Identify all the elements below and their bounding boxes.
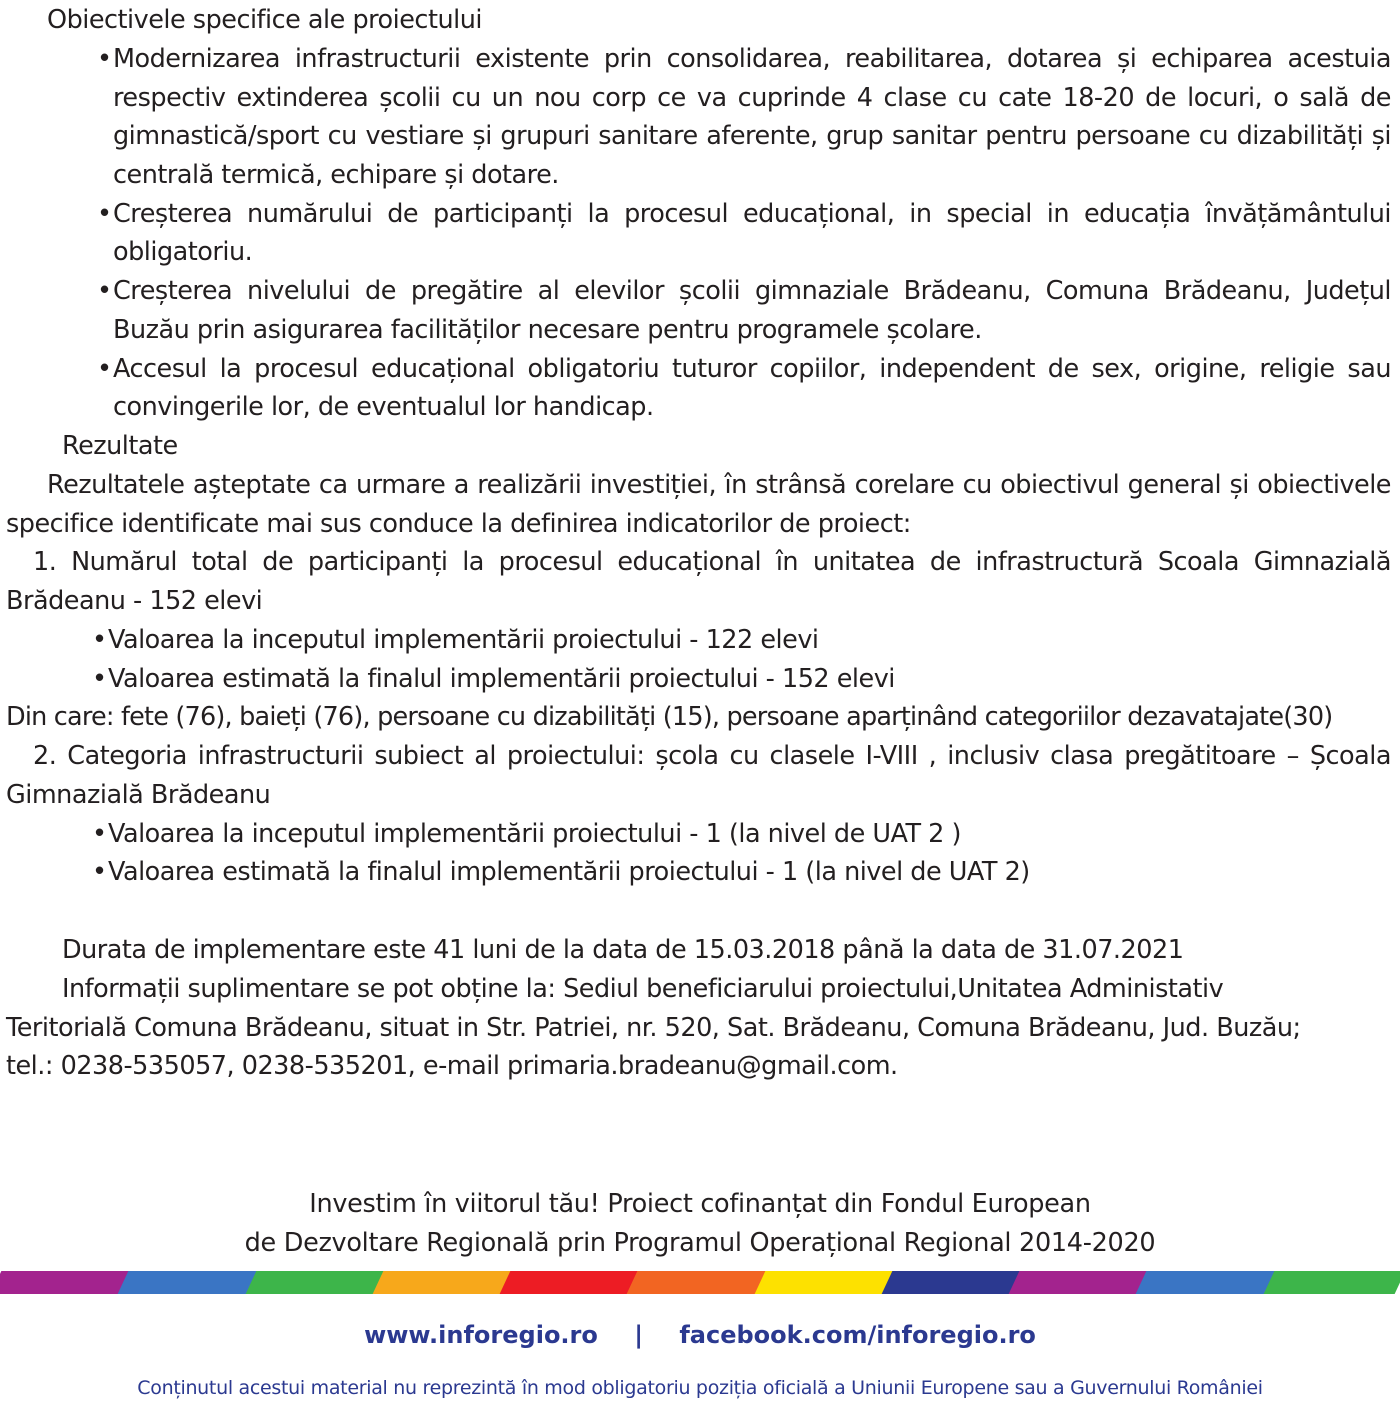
indicator-1-line-1: 1. Numărul total de participanți la procesul educațional în unitatea de infrastructură Scoala Gimnazială (33, 547, 1391, 577)
rainbow-segment (245, 1271, 387, 1294)
objective-2-line-1: Creșterea numărului de participanți la procesul educațional, in special in educația învățământului (113, 199, 1391, 229)
results-heading: Rezultate (62, 431, 178, 461)
rainbow-segment (754, 1271, 896, 1294)
objective-1-line-1: Modernizarea infrastructurii existente prin consolidarea, reabilitarea, dotarea și echiparea acestuia (113, 44, 1391, 74)
objective-4-line-2: convingerile lor, de eventualul lor handicap. (113, 392, 654, 422)
objective-1-line-4: centrală termică, echipare și dotare. (113, 160, 559, 190)
rainbow-segment (1136, 1271, 1278, 1294)
indicator-1-start-value: Valoarea la inceputul implementării proiectului - 122 elevi (108, 625, 819, 655)
objective-2-line-2: obligatoriu. (113, 237, 253, 267)
indicator-1-breakdown: Din care: fete (76), baieți (76), persoane cu dizabilități (15), persoane aparținând categoriilor dezavatajate(30) (6, 702, 1333, 732)
rainbow-segment (118, 1271, 260, 1294)
contact-line-1: Informații suplimentare se pot obține la: Sediul beneficiarului proiectului,Unitatea Administativ (62, 974, 1224, 1004)
objective-3-line-2: Buzău prin asigurarea facilităților necesare pentru programele școlare. (113, 315, 982, 345)
bullet-marker: • (97, 276, 113, 306)
contact-line-2: Teritorială Comuna Brădeanu, situat in Str. Patriei, nr. 520, Sat. Brădeanu, Comuna Brădeanu, Jud. Buzău; (6, 1013, 1301, 1043)
indicator-1-line-2: Brădeanu - 152 elevi (6, 586, 263, 616)
indicator-2-line-1: 2. Categoria infrastructurii subiect al proiectului: școla cu clasele I-VIII , inclusiv clasa pregătitoare – Școala (33, 741, 1391, 771)
results-intro-line-2: specifice identificate mai sus conduce la definirea indicatorilor de proiect: (6, 509, 911, 539)
results-intro-line-1: Rezultatele așteptate ca urmare a realizării investiției, în strânsă corelare cu obiectivul general și obiectivele (47, 470, 1391, 500)
indicator-1-end-value: Valoarea estimată la finalul implementării proiectului - 152 elevi (108, 664, 895, 694)
contact-line-3: tel.: 0238-535057, 0238-535201, e-mail primaria.bradeanu@gmail.com. (6, 1051, 898, 1081)
bullet-marker: • (97, 354, 113, 384)
implementation-duration: Durata de implementare este 41 luni de la data de 15.03.2018 până la data de 31.07.2021 (62, 935, 1184, 965)
footer-links (0, 1316, 1400, 1354)
indicator-2-end-value: Valoarea estimată la finalul implementării proiectului - 1 (la nivel de UAT 2) (108, 857, 1030, 887)
bullet-marker: • (92, 819, 108, 849)
facebook-link[interactable]: facebook.com/inforegio.ro (679, 1321, 1036, 1349)
rainbow-segment (1009, 1271, 1151, 1294)
objective-4-line-1: Accesul la procesul educațional obligatoriu tuturor copiilor, independent de sex, origine, religie sau (113, 354, 1391, 384)
rainbow-segment (627, 1271, 769, 1294)
objective-1-line-3: gimnastică/sport cu vestiare și grupuri sanitare aferente, grup sanitar pentru persoane cu dizabilități și (113, 121, 1391, 151)
bullet-marker: • (97, 199, 113, 229)
rainbow-segment (500, 1271, 642, 1294)
bullet-marker: • (92, 625, 108, 655)
indicator-2-line-2: Gimnazială Brădeanu (6, 780, 271, 810)
bullet-marker: • (97, 44, 113, 74)
slogan-line-2: de Dezvoltare Regională prin Programul Operațional Regional 2014-2020 (244, 1228, 1156, 1258)
rainbow-segment (372, 1271, 514, 1294)
rainbow-segment (0, 1271, 133, 1294)
website-link[interactable]: www.inforegio.ro (364, 1321, 598, 1349)
objectives-heading: Obiectivele specifice ale proiectului (47, 5, 482, 35)
indicator-2-start-value: Valoarea la inceputul implementării proiectului - 1 (la nivel de UAT 2 ) (108, 819, 961, 849)
objective-3-line-1: Creșterea nivelului de pregătire al elevilor școlii gimnaziale Brădeanu, Comuna Brădeanu, Județul (113, 276, 1391, 306)
bullet-marker: • (92, 664, 108, 694)
bullet-marker: • (92, 857, 108, 887)
rainbow-segment (1263, 1271, 1400, 1294)
slogan-line-1: Investim în viitorul tău! Proiect cofinanțat din Fondul European (309, 1189, 1091, 1219)
disclaimer-text: Conținutul acestui material nu reprezintă în mod obligatoriu poziția oficială a Uniunii Europene sau a Guvernului României (137, 1377, 1263, 1399)
rainbow-stripe (0, 1271, 1400, 1294)
rainbow-segment (881, 1271, 1023, 1294)
link-separator: | (634, 1321, 643, 1349)
objective-1-line-2: respectiv extinderea școlii cu un nou corp ce va cuprinde 4 clase cu cate 18-20 de locuri, o sală de (113, 83, 1391, 113)
